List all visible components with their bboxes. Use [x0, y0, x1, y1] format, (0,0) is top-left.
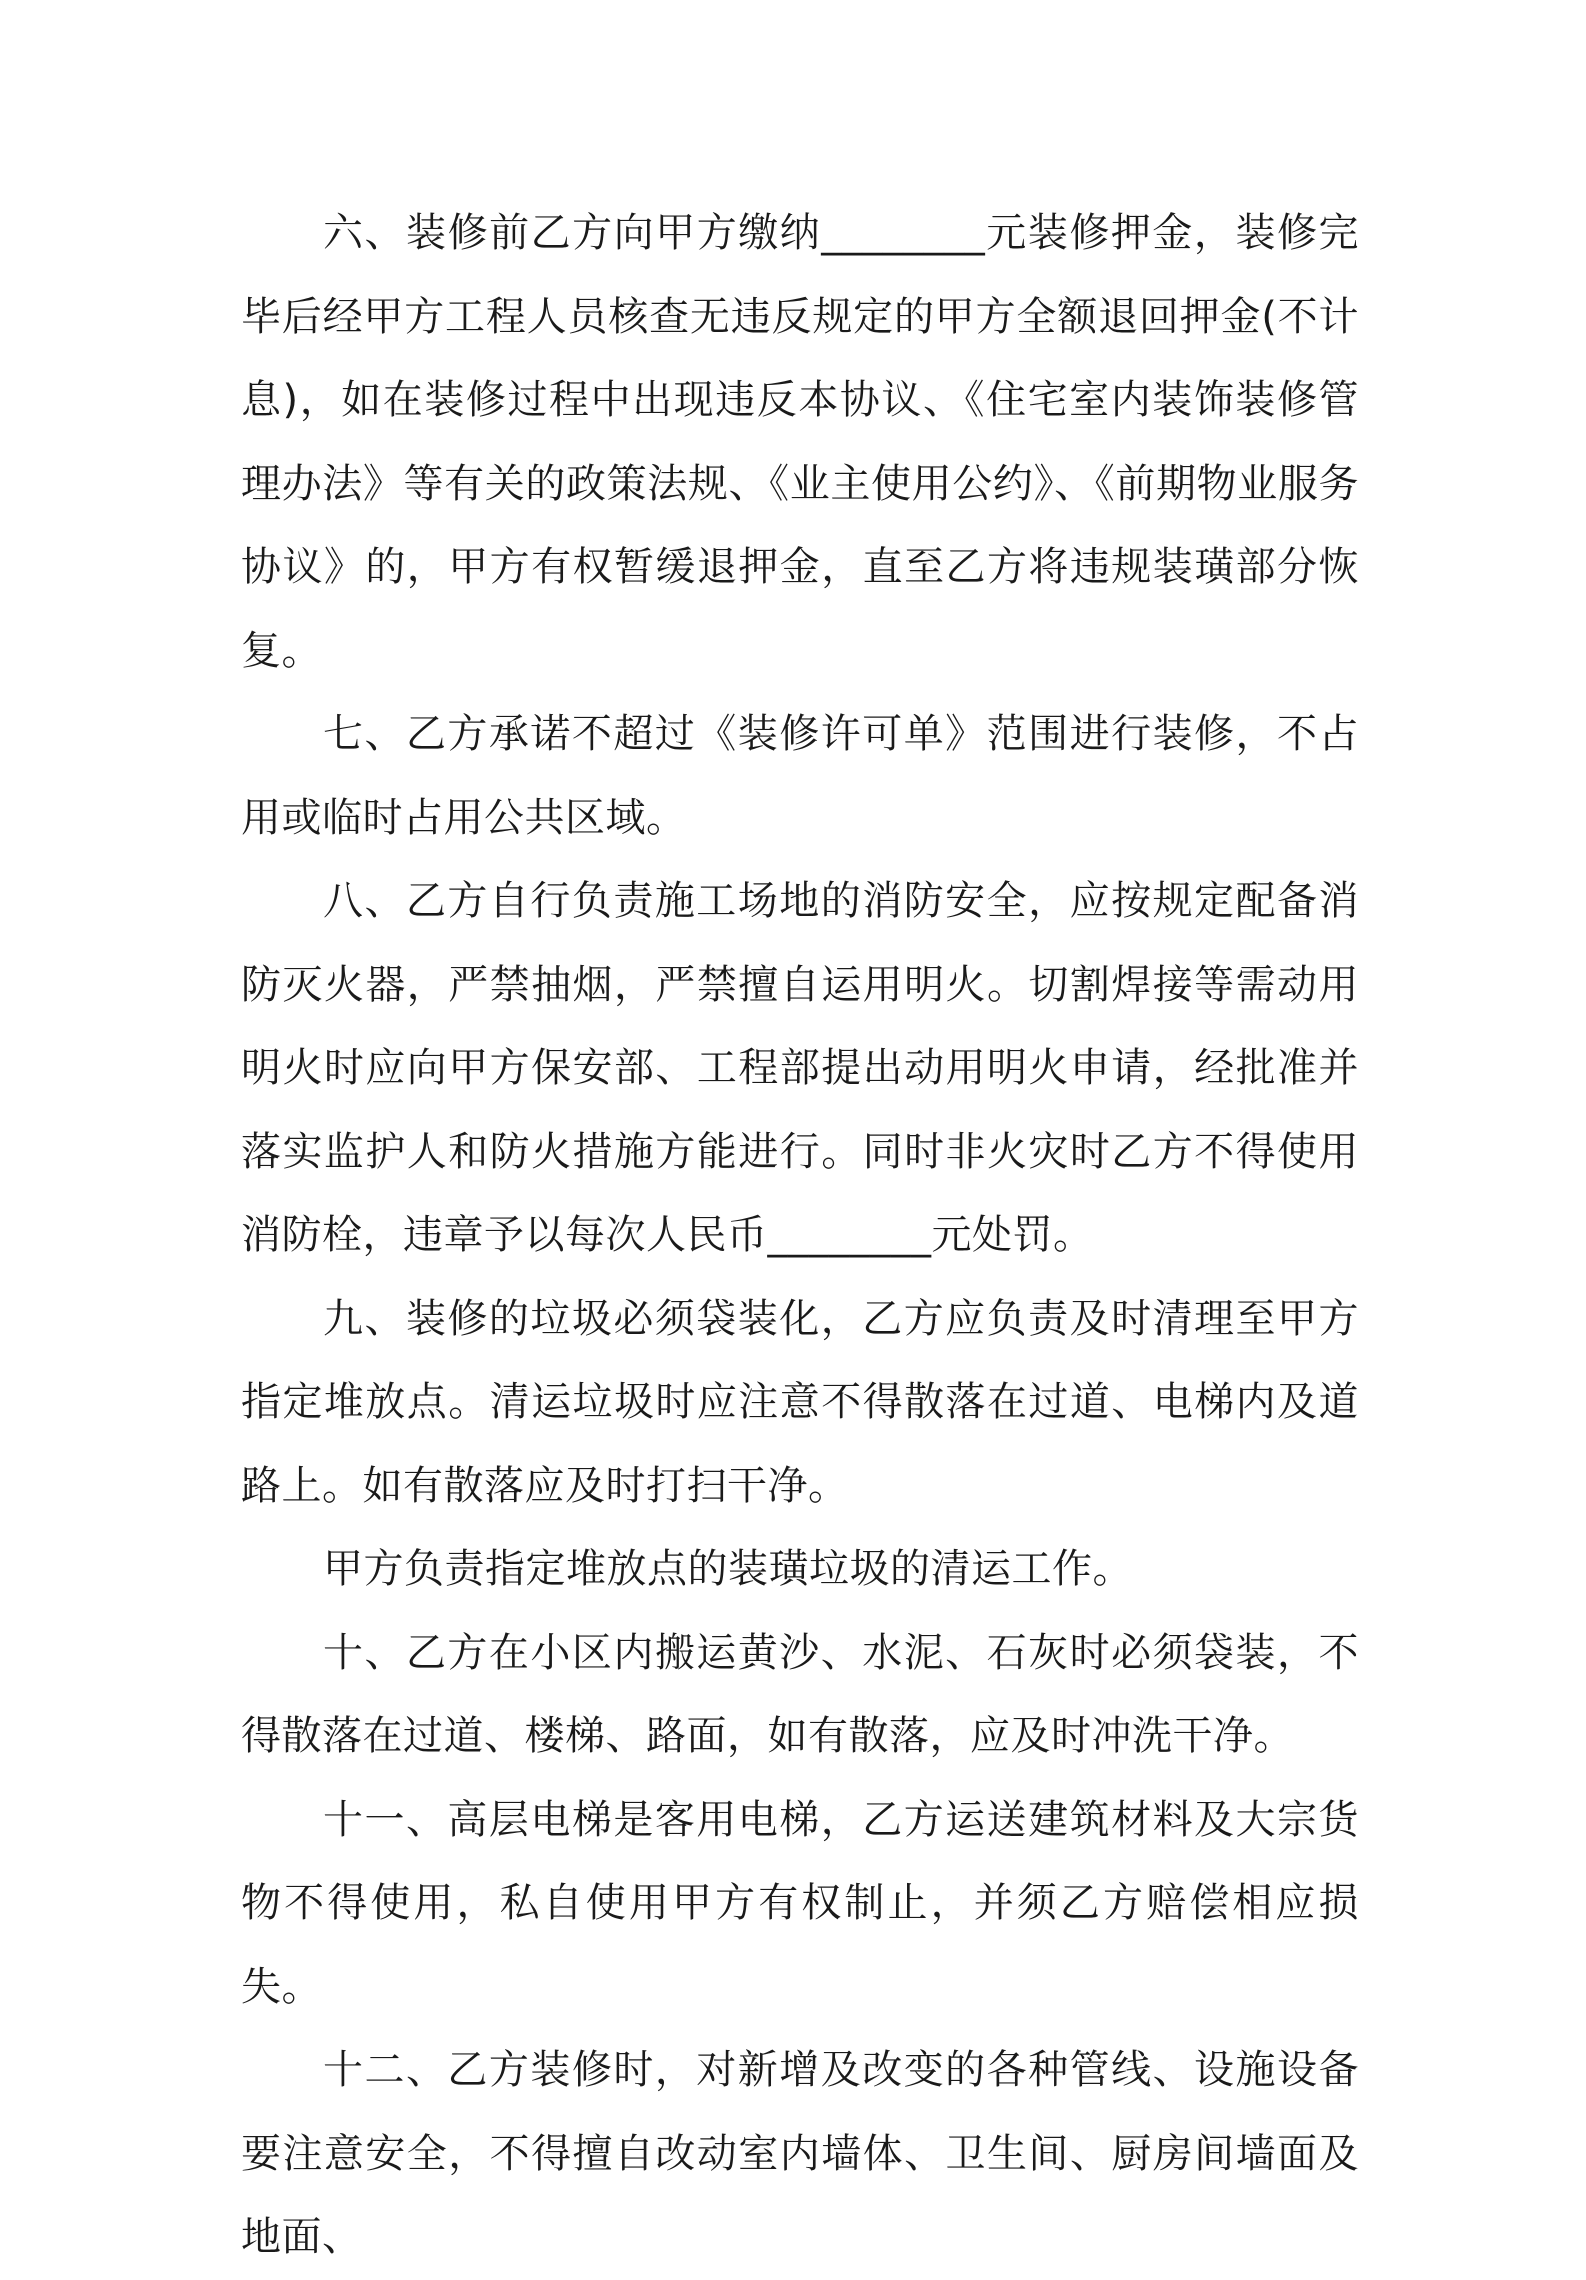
clause-6-paragraph: 六、装修前乙方向甲方缴纳________元装修押金，装修完毕后经甲方工程人员核查无违反规定的甲方全额退回押金(不计息)，如在装修过程中出现违反本协议、《住宅室内装饰装修管理办法》等有关的政策法规、《业主使用公约》、《前期物业服务协议》的，甲方有权暂缓退押金，直至乙方将违规装璜部分恢复。	[241, 210, 1359, 674]
clause-7-paragraph: 七、乙方承诺不超过《装修许可单》范围进行装修，不占用或临时占用公共区域。	[241, 711, 1359, 841]
clause-11-paragraph: 十一、高层电梯是客用电梯，乙方运送建筑材料及大宗货物不得使用，私自使用甲方有权制止，并须乙方赔偿相应损失。	[241, 1796, 1359, 2010]
clause-8-paragraph: 八、乙方自行负责施工场地的消防安全，应按规定配备消防灭火器，严禁抽烟，严禁擅自运用明火。切割焊接等需动用明火时应向甲方保安部、工程部提出动用明火申请，经批准并落实监护人和防火措施方能进行。同时非火灾时乙方不得使用消防栓，违章予以每次人民币________元处罚。	[241, 878, 1359, 1258]
clause-9-supplement-paragraph: 甲方负责指定堆放点的装璜垃圾的清运工作。	[323, 1546, 1133, 1592]
clause-12-paragraph: 十二、乙方装修时，对新增及改变的各种管线、设施设备要注意安全，不得擅自改动室内墙体、卫生间、厨房间墙面及地面、	[241, 2047, 1359, 2260]
clause-9-paragraph: 九、装修的垃圾必须袋装化，乙方应负责及时清理至甲方指定堆放点。清运垃圾时应注意不得散落在过道、电梯内及道路上。如有散落应及时打扫干净。	[241, 1295, 1359, 1509]
clause-10-paragraph: 十、乙方在小区内搬运黄沙、水泥、石灰时必须袋装，不得散落在过道、楼梯、路面，如有散落，应及时冲洗干净。	[241, 1629, 1359, 1759]
document-body	[241, 192, 1359, 2280]
